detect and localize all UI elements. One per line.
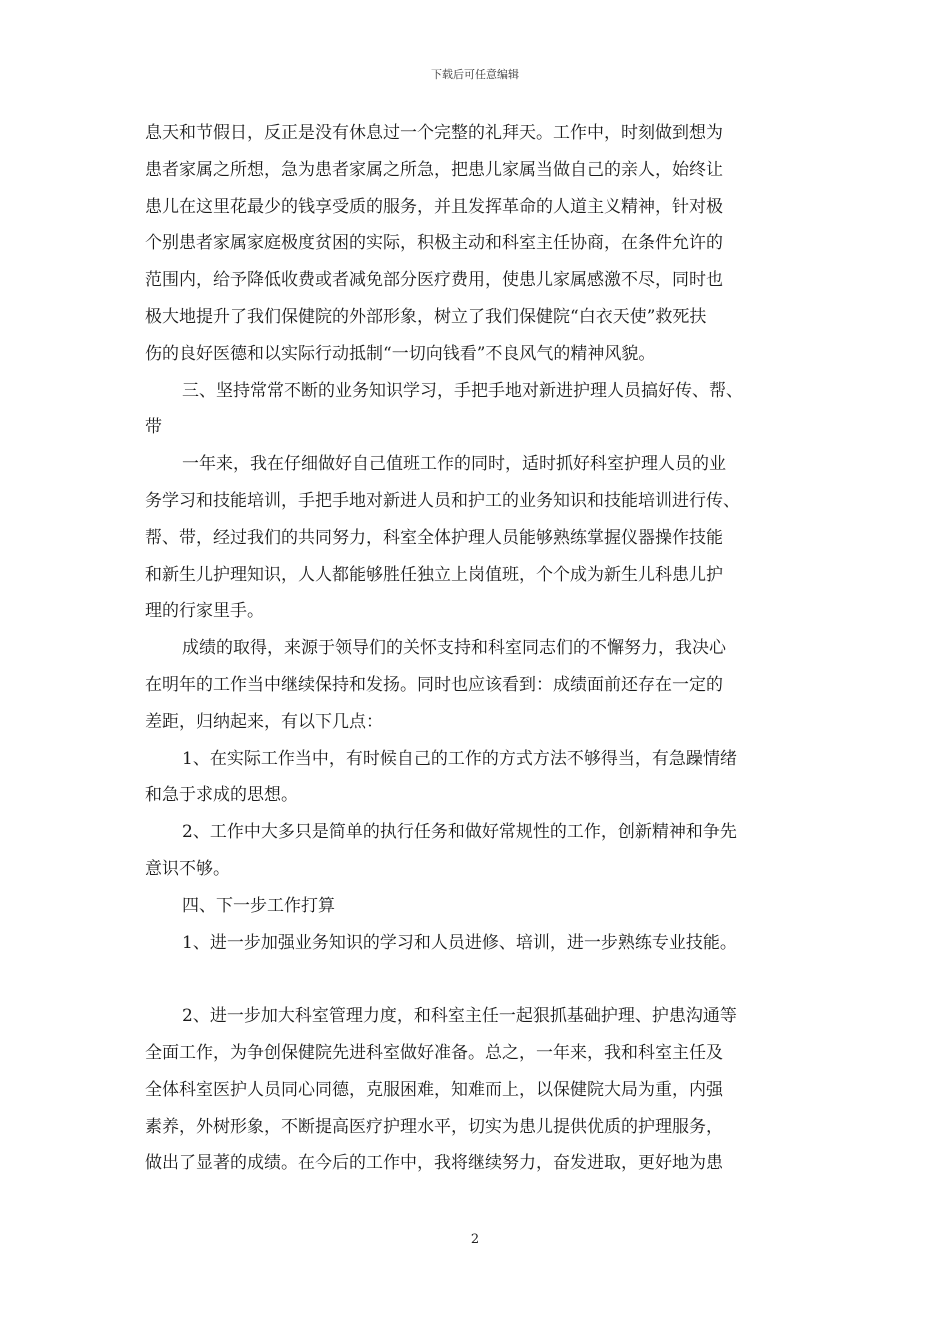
text-line: 伤的良好医德和以实际行动抵制“一切向钱看”不良风气的精神风貌。 <box>145 343 656 364</box>
list-item-1: 1、在实际工作当中，有时候自己的工作的方式方法不够得当，有急躁情绪 <box>182 748 737 769</box>
text-line: 和急于求成的思想。 <box>145 785 298 806</box>
text-line: 做出了显著的成绩。在今后的工作中，我将继续努力，奋发进取，更好地为患 <box>145 1153 723 1174</box>
text-line: 素养，外树形象，不断提高医疗护理水平，切实为患儿提供优质的护理服务， <box>145 1116 723 1137</box>
section-heading-4: 四、下一步工作打算 <box>182 895 335 916</box>
section-heading-3: 三、坚持常常不断的业务知识学习，手把手地对新进护理人员搞好传、帮、 <box>182 380 743 401</box>
section-heading-3-cont: 带 <box>145 417 162 438</box>
text-line: 极大地提升了我们保健院的外部形象，树立了我们保健院“白衣天使”救死扶 <box>145 306 707 327</box>
page-header: 下载后可任意编辑 <box>431 68 519 81</box>
paragraph-gap <box>145 961 810 998</box>
text-line: 全面工作，为争创保健院先进科室做好准备。总之，一年来，我和科室主任及 <box>145 1042 723 1063</box>
text-line: 务学习和技能培训，手把手地对新进人员和护工的业务知识和技能培训进行传、 <box>145 490 740 511</box>
text-line: 一年来，我在仔细做好自己值班工作的同时，适时抓好科室护理人员的业 <box>182 454 726 475</box>
text-line: 帮、带，经过我们的共同努力，科室全体护理人员能够熟练掌握仪器操作技能 <box>145 527 723 548</box>
text-line: 范围内，给予降低收费或者减免部分医疗费用，使患儿家属感激不尽，同时也 <box>145 270 723 291</box>
plan-item-2: 2、进一步加大科室管理力度，和科室主任一起狠抓基础护理、护患沟通等 <box>182 1006 737 1027</box>
text-line: 个别患者家属家庭极度贫困的实际，积极主动和科室主任协商，在条件允许的 <box>145 233 723 254</box>
document-body <box>145 115 810 1182</box>
list-item-2: 2、工作中大多只是简单的执行任务和做好常规性的工作，创新精神和争先 <box>182 822 737 843</box>
text-line: 患儿在这里花最少的钱享受质的服务，并且发挥革命的人道主义精神，针对极 <box>145 196 723 217</box>
text-line: 差距，归纳起来，有以下几点： <box>145 711 383 732</box>
text-line: 在明年的工作当中继续保持和发扬。同时也应该看到：成绩面前还存在一定的 <box>145 674 723 695</box>
plan-item-1: 1、进一步加强业务知识的学习和人员进修、培训，进一步熟练专业技能。 <box>182 932 737 953</box>
text-line: 息天和节假日，反正是没有休息过一个完整的礼拜天。工作中，时刻做到想为 <box>145 123 723 143</box>
text-line: 理的行家里手。 <box>145 601 264 622</box>
text-line: 成绩的取得，来源于领导们的关怀支持和科室同志们的不懈努力，我决心 <box>182 638 726 659</box>
page-number: 2 <box>470 1232 480 1247</box>
text-line: 和新生儿护理知识，人人都能够胜任独立上岗值班，个个成为新生儿科患儿护 <box>145 564 723 585</box>
text-line: 全体科室医护人员同心同德，克服困难，知难而上，以保健院大局为重，内强 <box>145 1079 723 1100</box>
text-line: 意识不够。 <box>145 858 230 879</box>
text-line: 患者家属之所想，急为患者家属之所急，把患儿家属当做自己的亲人，始终让 <box>145 159 723 180</box>
